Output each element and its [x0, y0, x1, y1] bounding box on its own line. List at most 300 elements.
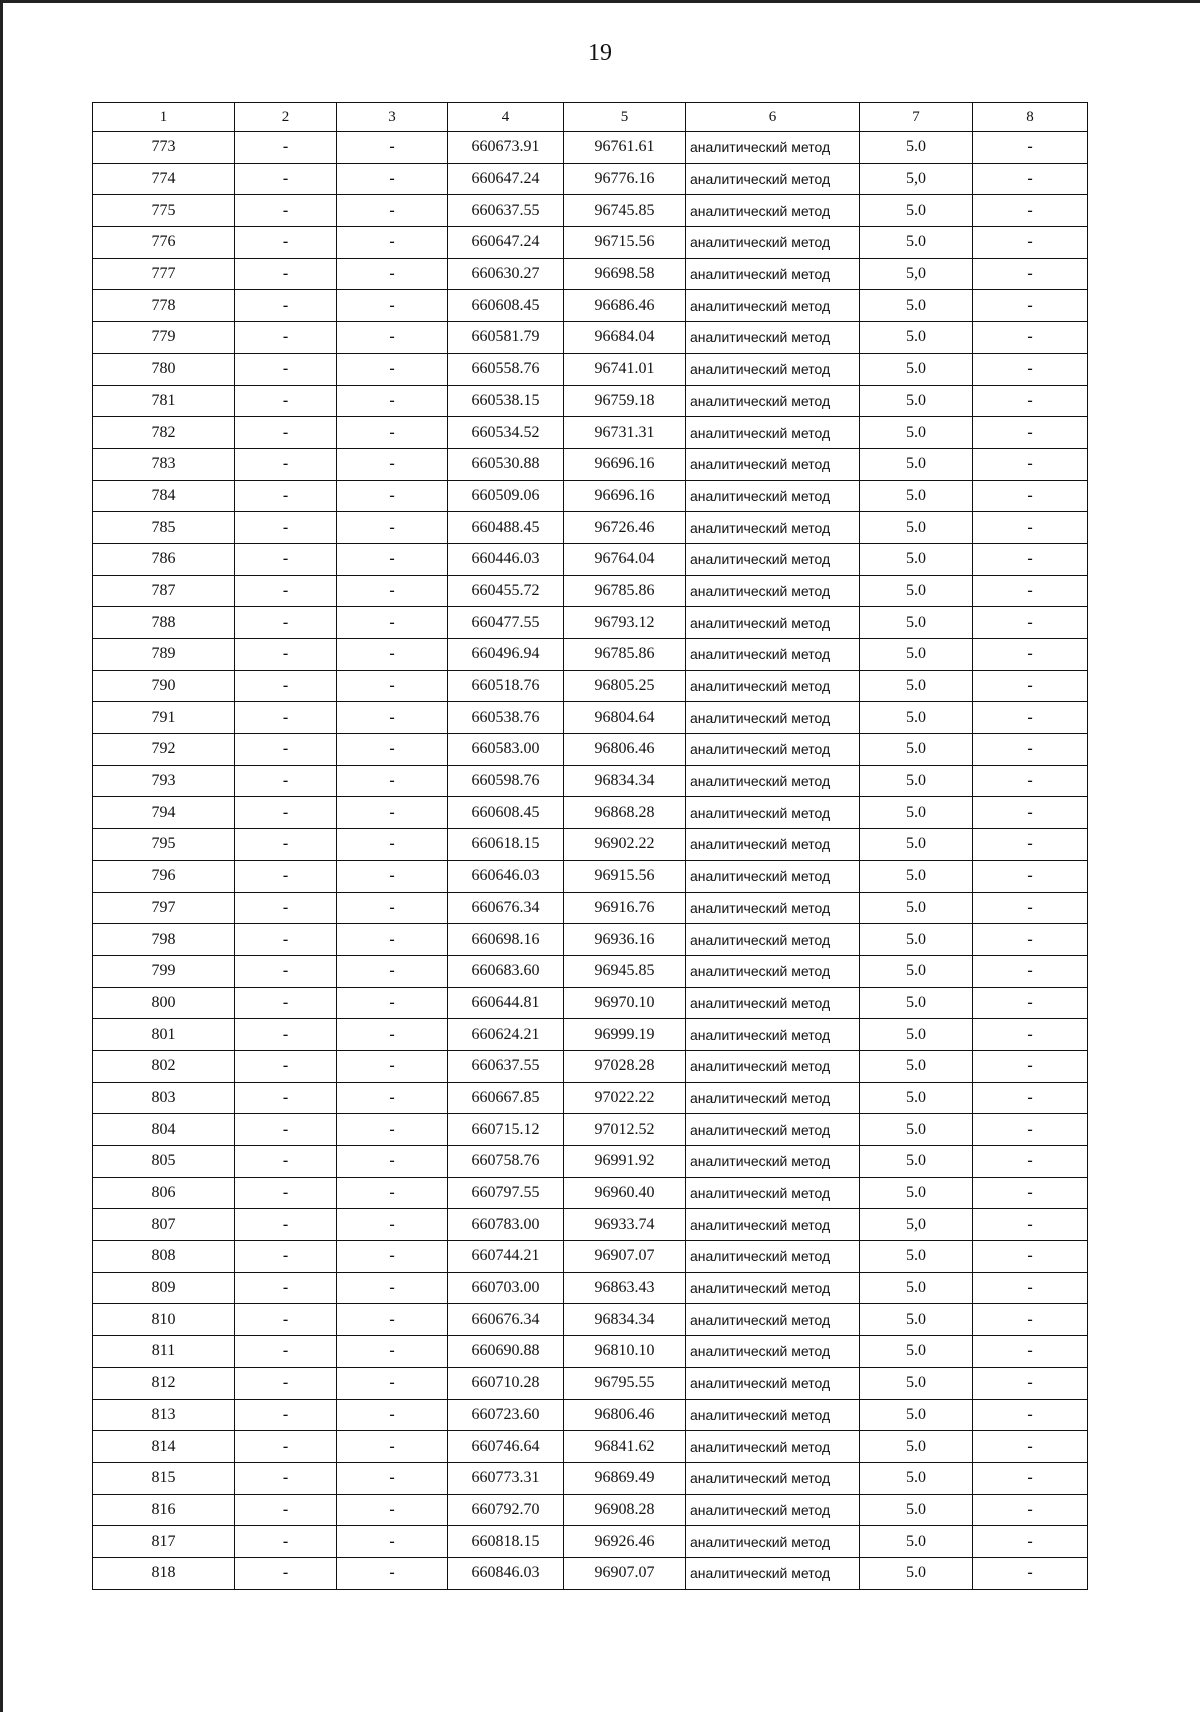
method-cell: аналитический метод: [686, 385, 860, 417]
empty-cell: -: [337, 765, 448, 797]
method-cell: аналитический метод: [686, 322, 860, 354]
accuracy-cell: 5.0: [860, 797, 973, 829]
point-number-cell: 795: [93, 829, 235, 861]
y-coordinate-cell: 96785.86: [564, 575, 686, 607]
empty-cell: -: [973, 829, 1088, 861]
point-number-cell: 800: [93, 987, 235, 1019]
header-row: [93, 103, 1088, 132]
empty-cell: -: [235, 860, 337, 892]
y-coordinate-cell: 96785.86: [564, 639, 686, 671]
table-row: [93, 955, 1088, 987]
x-coordinate-cell: 660773.31: [448, 1462, 564, 1494]
method-cell: аналитический метод: [686, 987, 860, 1019]
empty-cell: -: [235, 258, 337, 290]
accuracy-cell: 5,0: [860, 163, 973, 195]
empty-cell: -: [235, 1082, 337, 1114]
point-number-cell: 791: [93, 702, 235, 734]
accuracy-cell: 5.0: [860, 195, 973, 227]
accuracy-cell: 5.0: [860, 955, 973, 987]
empty-cell: -: [973, 543, 1088, 575]
method-cell: аналитический метод: [686, 1241, 860, 1273]
point-number-cell: 793: [93, 765, 235, 797]
method-cell: аналитический метод: [686, 1272, 860, 1304]
accuracy-cell: 5.0: [860, 1114, 973, 1146]
accuracy-cell: 5,0: [860, 258, 973, 290]
empty-cell: -: [235, 1367, 337, 1399]
x-coordinate-cell: 660673.91: [448, 132, 564, 164]
table-row: [93, 322, 1088, 354]
empty-cell: -: [337, 1304, 448, 1336]
point-number-cell: 779: [93, 322, 235, 354]
empty-cell: -: [337, 1177, 448, 1209]
table-row: [93, 1272, 1088, 1304]
empty-cell: -: [235, 322, 337, 354]
point-number-cell: 810: [93, 1304, 235, 1336]
point-number-cell: 775: [93, 195, 235, 227]
accuracy-cell: 5.0: [860, 1367, 973, 1399]
accuracy-cell: 5.0: [860, 1241, 973, 1273]
accuracy-cell: 5.0: [860, 1082, 973, 1114]
table-row: [93, 1082, 1088, 1114]
point-number-cell: 788: [93, 607, 235, 639]
y-coordinate-cell: 96686.46: [564, 290, 686, 322]
point-number-cell: 794: [93, 797, 235, 829]
table-row: [93, 1241, 1088, 1273]
method-cell: аналитический метод: [686, 132, 860, 164]
y-coordinate-cell: 96810.10: [564, 1336, 686, 1368]
empty-cell: -: [337, 1494, 448, 1526]
y-coordinate-cell: 96915.56: [564, 860, 686, 892]
empty-cell: -: [973, 290, 1088, 322]
point-number-cell: 803: [93, 1082, 235, 1114]
empty-cell: -: [235, 670, 337, 702]
table-row: [93, 1177, 1088, 1209]
x-coordinate-cell: 660683.60: [448, 955, 564, 987]
point-number-cell: 804: [93, 1114, 235, 1146]
y-coordinate-cell: 96991.92: [564, 1146, 686, 1178]
point-number-cell: 817: [93, 1526, 235, 1558]
accuracy-cell: 5.0: [860, 1272, 973, 1304]
accuracy-cell: 5.0: [860, 543, 973, 575]
empty-cell: -: [973, 860, 1088, 892]
point-number-cell: 787: [93, 575, 235, 607]
scan-edge-left: [0, 0, 3, 1712]
method-cell: аналитический метод: [686, 702, 860, 734]
x-coordinate-cell: 660676.34: [448, 1304, 564, 1336]
empty-cell: -: [973, 639, 1088, 671]
column-header: 8: [973, 103, 1088, 132]
empty-cell: -: [235, 1557, 337, 1589]
method-cell: аналитический метод: [686, 512, 860, 544]
point-number-cell: 774: [93, 163, 235, 195]
empty-cell: -: [235, 1494, 337, 1526]
accuracy-cell: 5.0: [860, 1146, 973, 1178]
method-cell: аналитический метод: [686, 765, 860, 797]
empty-cell: -: [235, 1304, 337, 1336]
y-coordinate-cell: 96902.22: [564, 829, 686, 861]
point-number-cell: 813: [93, 1399, 235, 1431]
y-coordinate-cell: 96684.04: [564, 322, 686, 354]
empty-cell: -: [337, 575, 448, 607]
empty-cell: -: [235, 829, 337, 861]
empty-cell: -: [337, 639, 448, 671]
table-row: [93, 1431, 1088, 1463]
empty-cell: -: [973, 480, 1088, 512]
empty-cell: -: [235, 1431, 337, 1463]
y-coordinate-cell: 96759.18: [564, 385, 686, 417]
empty-cell: -: [337, 1367, 448, 1399]
table-row: [93, 1336, 1088, 1368]
table-row: [93, 258, 1088, 290]
y-coordinate-cell: 96841.62: [564, 1431, 686, 1463]
accuracy-cell: 5.0: [860, 1557, 973, 1589]
empty-cell: -: [235, 417, 337, 449]
y-coordinate-cell: 96726.46: [564, 512, 686, 544]
accuracy-cell: 5.0: [860, 1304, 973, 1336]
x-coordinate-cell: 660676.34: [448, 892, 564, 924]
y-coordinate-cell: 96834.34: [564, 1304, 686, 1336]
accuracy-cell: 5,0: [860, 1209, 973, 1241]
y-coordinate-cell: 96907.07: [564, 1557, 686, 1589]
empty-cell: -: [973, 575, 1088, 607]
accuracy-cell: 5.0: [860, 702, 973, 734]
empty-cell: -: [235, 955, 337, 987]
empty-cell: -: [973, 1557, 1088, 1589]
x-coordinate-cell: 660690.88: [448, 1336, 564, 1368]
empty-cell: -: [235, 1241, 337, 1273]
y-coordinate-cell: 96936.16: [564, 924, 686, 956]
empty-cell: -: [973, 924, 1088, 956]
x-coordinate-cell: 660644.81: [448, 987, 564, 1019]
x-coordinate-cell: 660608.45: [448, 290, 564, 322]
x-coordinate-cell: 660518.76: [448, 670, 564, 702]
point-number-cell: 812: [93, 1367, 235, 1399]
accuracy-cell: 5.0: [860, 290, 973, 322]
empty-cell: -: [235, 734, 337, 766]
accuracy-cell: 5.0: [860, 765, 973, 797]
accuracy-cell: 5.0: [860, 1050, 973, 1082]
y-coordinate-cell: 96970.10: [564, 987, 686, 1019]
empty-cell: -: [337, 1336, 448, 1368]
y-coordinate-cell: 96696.16: [564, 480, 686, 512]
accuracy-cell: 5.0: [860, 1399, 973, 1431]
x-coordinate-cell: 660792.70: [448, 1494, 564, 1526]
x-coordinate-cell: 660477.55: [448, 607, 564, 639]
accuracy-cell: 5.0: [860, 670, 973, 702]
y-coordinate-cell: 97012.52: [564, 1114, 686, 1146]
y-coordinate-cell: 96764.04: [564, 543, 686, 575]
table-row: [93, 1367, 1088, 1399]
column-header: 7: [860, 103, 973, 132]
point-number-cell: 777: [93, 258, 235, 290]
accuracy-cell: 5.0: [860, 1431, 973, 1463]
column-header: 6: [686, 103, 860, 132]
y-coordinate-cell: 96805.25: [564, 670, 686, 702]
x-coordinate-cell: 660647.24: [448, 163, 564, 195]
method-cell: аналитический метод: [686, 955, 860, 987]
method-cell: аналитический метод: [686, 290, 860, 322]
table-header: [93, 103, 1088, 132]
empty-cell: -: [337, 1272, 448, 1304]
empty-cell: -: [337, 163, 448, 195]
y-coordinate-cell: 96806.46: [564, 734, 686, 766]
accuracy-cell: 5.0: [860, 575, 973, 607]
empty-cell: -: [235, 290, 337, 322]
accuracy-cell: 5.0: [860, 639, 973, 671]
x-coordinate-cell: 660618.15: [448, 829, 564, 861]
empty-cell: -: [337, 924, 448, 956]
method-cell: аналитический метод: [686, 924, 860, 956]
y-coordinate-cell: 97022.22: [564, 1082, 686, 1114]
empty-cell: -: [337, 1082, 448, 1114]
accuracy-cell: 5.0: [860, 1494, 973, 1526]
y-coordinate-cell: 96741.01: [564, 353, 686, 385]
accuracy-cell: 5.0: [860, 448, 973, 480]
x-coordinate-cell: 660509.06: [448, 480, 564, 512]
empty-cell: -: [235, 987, 337, 1019]
x-coordinate-cell: 660667.85: [448, 1082, 564, 1114]
empty-cell: -: [235, 1019, 337, 1051]
point-number-cell: 776: [93, 227, 235, 259]
accuracy-cell: 5.0: [860, 1462, 973, 1494]
accuracy-cell: 5.0: [860, 829, 973, 861]
table-row: [93, 1209, 1088, 1241]
x-coordinate-cell: 660818.15: [448, 1526, 564, 1558]
method-cell: аналитический метод: [686, 860, 860, 892]
method-cell: аналитический метод: [686, 480, 860, 512]
empty-cell: -: [973, 258, 1088, 290]
point-number-cell: 785: [93, 512, 235, 544]
empty-cell: -: [973, 385, 1088, 417]
empty-cell: -: [337, 797, 448, 829]
point-number-cell: 809: [93, 1272, 235, 1304]
empty-cell: -: [235, 1177, 337, 1209]
method-cell: аналитический метод: [686, 417, 860, 449]
point-number-cell: 814: [93, 1431, 235, 1463]
x-coordinate-cell: 660530.88: [448, 448, 564, 480]
method-cell: аналитический метод: [686, 1209, 860, 1241]
x-coordinate-cell: 660646.03: [448, 860, 564, 892]
empty-cell: -: [235, 195, 337, 227]
method-cell: аналитический метод: [686, 734, 860, 766]
accuracy-cell: 5.0: [860, 132, 973, 164]
table-row: [93, 670, 1088, 702]
empty-cell: -: [337, 892, 448, 924]
empty-cell: -: [973, 1209, 1088, 1241]
empty-cell: -: [973, 353, 1088, 385]
column-header: 5: [564, 103, 686, 132]
accuracy-cell: 5.0: [860, 1336, 973, 1368]
table-row: [93, 290, 1088, 322]
method-cell: аналитический метод: [686, 1336, 860, 1368]
x-coordinate-cell: 660446.03: [448, 543, 564, 575]
empty-cell: -: [337, 1431, 448, 1463]
y-coordinate-cell: 96945.85: [564, 955, 686, 987]
y-coordinate-cell: 96869.49: [564, 1462, 686, 1494]
point-number-cell: 790: [93, 670, 235, 702]
point-number-cell: 783: [93, 448, 235, 480]
empty-cell: -: [973, 1367, 1088, 1399]
empty-cell: -: [337, 1526, 448, 1558]
accuracy-cell: 5.0: [860, 480, 973, 512]
table-row: [93, 385, 1088, 417]
table-row: [93, 543, 1088, 575]
table-row: [93, 1146, 1088, 1178]
point-number-cell: 786: [93, 543, 235, 575]
x-coordinate-cell: 660583.00: [448, 734, 564, 766]
method-cell: аналитический метод: [686, 607, 860, 639]
y-coordinate-cell: 96933.74: [564, 1209, 686, 1241]
y-coordinate-cell: 96795.55: [564, 1367, 686, 1399]
point-number-cell: 796: [93, 860, 235, 892]
empty-cell: -: [235, 765, 337, 797]
method-cell: аналитический метод: [686, 1431, 860, 1463]
empty-cell: -: [973, 1462, 1088, 1494]
method-cell: аналитический метод: [686, 1050, 860, 1082]
method-cell: аналитический метод: [686, 1367, 860, 1399]
empty-cell: -: [235, 1399, 337, 1431]
method-cell: аналитический метод: [686, 1019, 860, 1051]
empty-cell: -: [973, 765, 1088, 797]
empty-cell: -: [337, 734, 448, 766]
accuracy-cell: 5.0: [860, 1019, 973, 1051]
y-coordinate-cell: 96776.16: [564, 163, 686, 195]
method-cell: аналитический метод: [686, 1177, 860, 1209]
method-cell: аналитический метод: [686, 163, 860, 195]
empty-cell: -: [337, 448, 448, 480]
empty-cell: -: [337, 227, 448, 259]
empty-cell: -: [973, 195, 1088, 227]
x-coordinate-cell: 660581.79: [448, 322, 564, 354]
empty-cell: -: [235, 702, 337, 734]
x-coordinate-cell: 660624.21: [448, 1019, 564, 1051]
empty-cell: -: [235, 892, 337, 924]
table-row: [93, 860, 1088, 892]
table-row: [93, 797, 1088, 829]
x-coordinate-cell: 660630.27: [448, 258, 564, 290]
y-coordinate-cell: 96715.56: [564, 227, 686, 259]
empty-cell: -: [235, 353, 337, 385]
x-coordinate-cell: 660488.45: [448, 512, 564, 544]
method-cell: аналитический метод: [686, 797, 860, 829]
empty-cell: -: [973, 512, 1088, 544]
table-row: [93, 353, 1088, 385]
empty-cell: -: [973, 1114, 1088, 1146]
y-coordinate-cell: 96960.40: [564, 1177, 686, 1209]
empty-cell: -: [337, 955, 448, 987]
empty-cell: -: [337, 1050, 448, 1082]
table-row: [93, 1462, 1088, 1494]
table-row: [93, 575, 1088, 607]
table-row: [93, 1050, 1088, 1082]
accuracy-cell: 5.0: [860, 1177, 973, 1209]
accuracy-cell: 5.0: [860, 512, 973, 544]
empty-cell: -: [973, 1336, 1088, 1368]
method-cell: аналитический метод: [686, 670, 860, 702]
x-coordinate-cell: 660538.76: [448, 702, 564, 734]
x-coordinate-cell: 660538.15: [448, 385, 564, 417]
table-row: [93, 1399, 1088, 1431]
x-coordinate-cell: 660647.24: [448, 227, 564, 259]
empty-cell: -: [973, 1146, 1088, 1178]
point-number-cell: 818: [93, 1557, 235, 1589]
empty-cell: -: [337, 258, 448, 290]
empty-cell: -: [973, 987, 1088, 1019]
table-row: [93, 765, 1088, 797]
scan-edge-top: [0, 0, 1200, 3]
empty-cell: -: [235, 1114, 337, 1146]
method-cell: аналитический метод: [686, 195, 860, 227]
table-row: [93, 1494, 1088, 1526]
accuracy-cell: 5.0: [860, 734, 973, 766]
method-cell: аналитический метод: [686, 575, 860, 607]
table-body: [93, 132, 1088, 1590]
empty-cell: -: [337, 1557, 448, 1589]
x-coordinate-cell: 660455.72: [448, 575, 564, 607]
method-cell: аналитический метод: [686, 1494, 860, 1526]
empty-cell: -: [337, 385, 448, 417]
table-row: [93, 132, 1088, 164]
table-row: [93, 702, 1088, 734]
empty-cell: -: [235, 385, 337, 417]
empty-cell: -: [973, 1431, 1088, 1463]
empty-cell: -: [973, 1526, 1088, 1558]
y-coordinate-cell: 96907.07: [564, 1241, 686, 1273]
table-row: [93, 227, 1088, 259]
empty-cell: -: [973, 892, 1088, 924]
method-cell: аналитический метод: [686, 227, 860, 259]
x-coordinate-cell: 660783.00: [448, 1209, 564, 1241]
empty-cell: -: [973, 955, 1088, 987]
y-coordinate-cell: 96834.34: [564, 765, 686, 797]
coordinates-table: [92, 102, 1088, 1590]
accuracy-cell: 5.0: [860, 353, 973, 385]
empty-cell: -: [337, 670, 448, 702]
point-number-cell: 815: [93, 1462, 235, 1494]
empty-cell: -: [973, 734, 1088, 766]
empty-cell: -: [973, 1019, 1088, 1051]
y-coordinate-cell: 96731.31: [564, 417, 686, 449]
table-row: [93, 607, 1088, 639]
empty-cell: -: [235, 1526, 337, 1558]
x-coordinate-cell: 660744.21: [448, 1241, 564, 1273]
empty-cell: -: [235, 639, 337, 671]
empty-cell: -: [337, 1462, 448, 1494]
empty-cell: -: [973, 1082, 1088, 1114]
table-row: [93, 1019, 1088, 1051]
accuracy-cell: 5.0: [860, 607, 973, 639]
empty-cell: -: [973, 702, 1088, 734]
table-row: [93, 829, 1088, 861]
table-row: [93, 163, 1088, 195]
empty-cell: -: [973, 1272, 1088, 1304]
x-coordinate-cell: 660715.12: [448, 1114, 564, 1146]
empty-cell: -: [337, 290, 448, 322]
empty-cell: -: [235, 448, 337, 480]
x-coordinate-cell: 660598.76: [448, 765, 564, 797]
empty-cell: -: [973, 607, 1088, 639]
empty-cell: -: [235, 1336, 337, 1368]
point-number-cell: 797: [93, 892, 235, 924]
empty-cell: -: [235, 1272, 337, 1304]
y-coordinate-cell: 96863.43: [564, 1272, 686, 1304]
point-number-cell: 811: [93, 1336, 235, 1368]
point-number-cell: 802: [93, 1050, 235, 1082]
method-cell: аналитический метод: [686, 1304, 860, 1336]
empty-cell: -: [235, 1146, 337, 1178]
empty-cell: -: [973, 322, 1088, 354]
x-coordinate-cell: 660846.03: [448, 1557, 564, 1589]
